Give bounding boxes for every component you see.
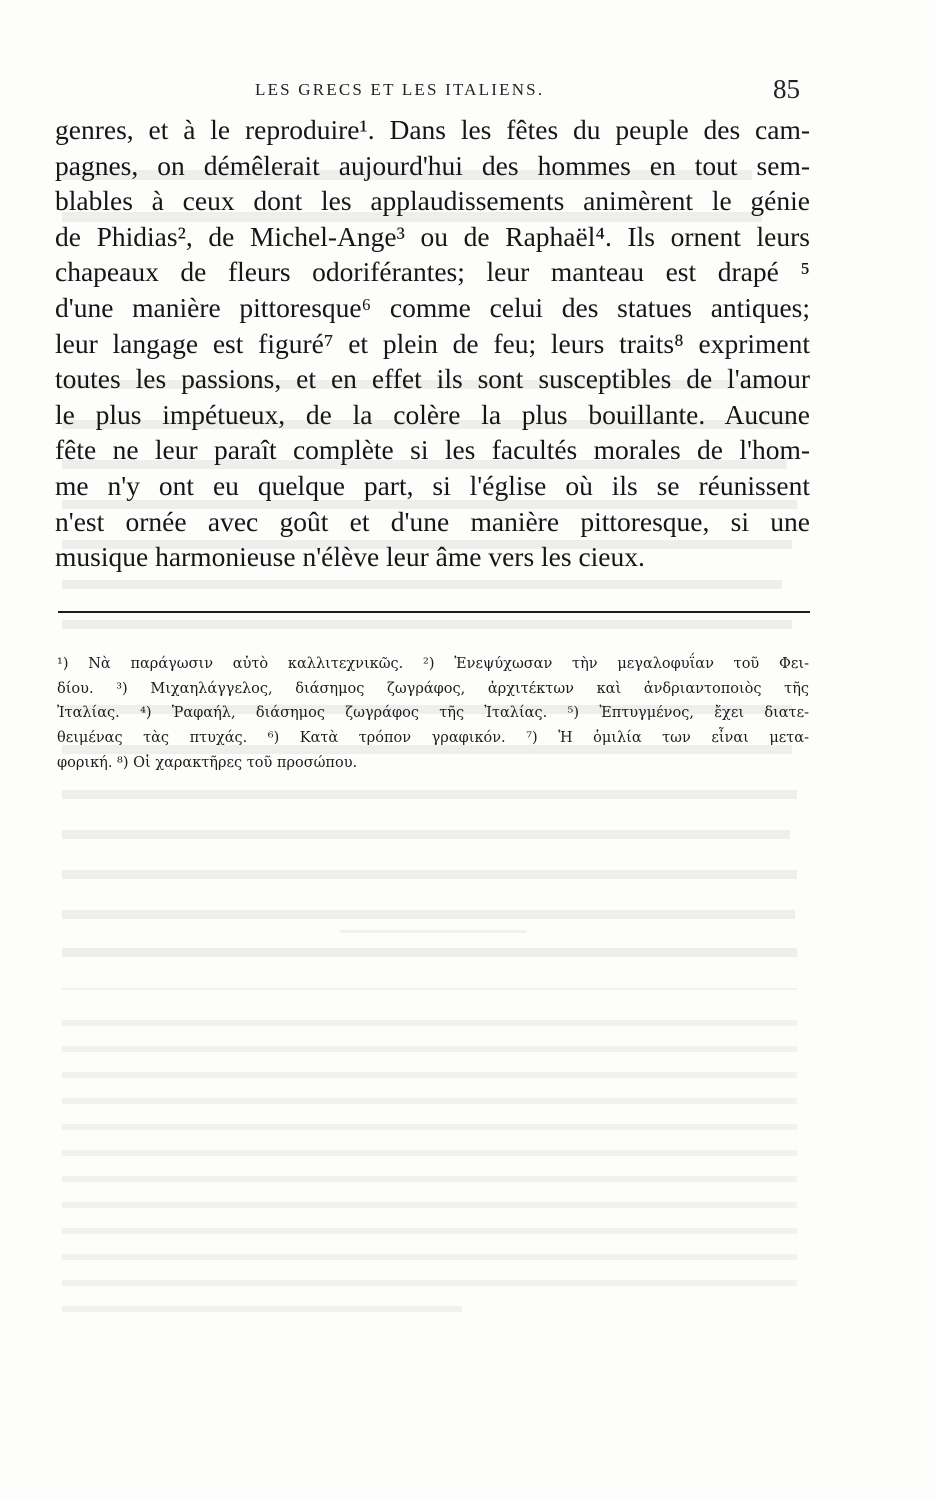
body-line: de Phidias², de Michel-Ange³ ou de Raphaël⁴. Ils ornent leurs [55,220,810,252]
running-head [0,74,935,104]
body-line: leur langage est figuré⁷ et plein de feu; leurs traits⁸ expriment [55,327,810,359]
body-line: genres, et à le reproduire¹. Dans les fêtes du peuple des cam- [55,114,810,145]
body-line: me n'y ont eu quelque part, si l'église où ils se réunissent [55,469,810,501]
body-line: n'est ornée avec goût et d'une manière pittoresque, si une [55,505,810,537]
body-line: chapeaux de fleurs odoriférantes; leur manteau est drapé ⁵ [55,256,810,288]
body-line: le plus impétueux, de la colère la plus bouillante. Aucune [55,398,810,430]
body-line: fête ne leur paraît complète si les facultés morales de l'hom- [55,434,810,466]
body-text [55,112,810,575]
body-line: musique harmonieuse n'élève leur âme vers les cieux. [55,541,645,573]
body-line: blables à ceux dont les applaudissements animèrent le génie [55,185,810,217]
footnote-line: ¹) Νὰ παράγωσιν αὐτὸ καλλιτεχνικῶς. ²) Ἐνεψύχωσαν τὴν μεγαλοφυΐαν τοῦ Φει- [57,656,809,672]
footnote-line: φορική. ⁸) Οἱ χαρακτῆρες τοῦ προσώπου. [57,754,358,771]
footnote-divider [58,611,810,613]
body-line: pagnes, on démêlerait aujourd'hui des hommes en tout sem- [55,149,810,181]
footnote-line: δίου. ³) Μιχαηλάγγελος, διάσημος ζωγράφος, ἀρχιτέκτων καὶ ἀνδριαντοποιὸς τῆς [57,680,809,697]
footnote-line: θειμένας τὰς πτυχάς. ⁶) Κατὰ τρόπον γραφικόν. ⁷) Ἡ ὁμιλία των εἶναι μετα- [57,730,809,747]
footnote-line: Ἰταλίας. ⁴) Ῥαφαήλ, διάσημος ζωγράφος τῆς Ἰταλίας. ⁵) Ἐπτυγμένος, ἔχει διατε- [57,705,809,722]
page-number: 85 [773,74,800,104]
footnotes [57,652,809,775]
running-title: LES GRECS ET LES ITALIENS. [255,80,545,99]
body-line: d'une manière pittoresque⁶ comme celui des statues antiques; [55,291,810,323]
body-line: toutes les passions, et en effet ils sont susceptibles de l'amour [55,363,810,395]
